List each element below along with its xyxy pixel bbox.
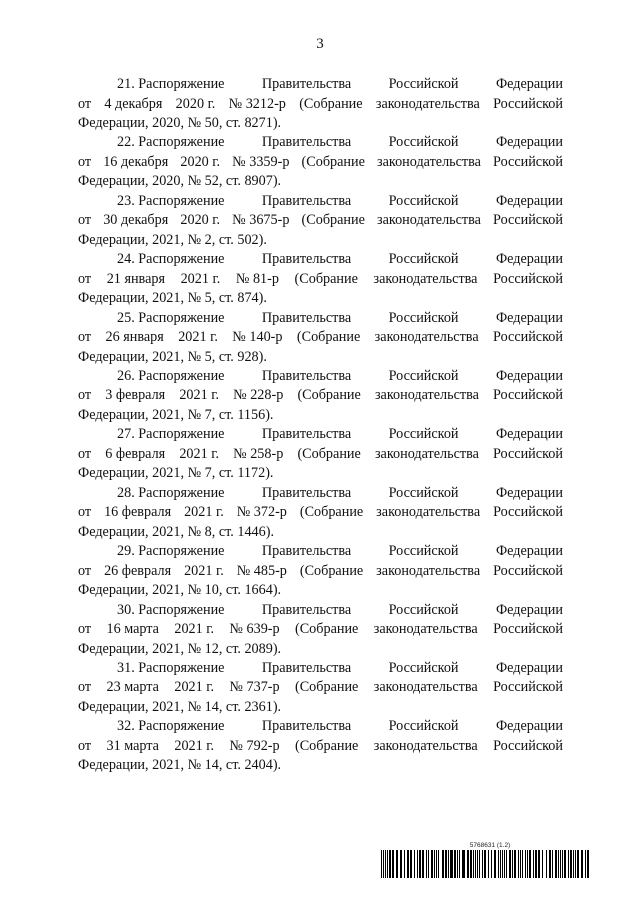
item-word: (Собрание	[299, 504, 364, 521]
item-line-2	[78, 737, 563, 757]
item-number-label: 31. Распоряжение	[117, 659, 225, 676]
item-decree-number: № 258-р	[233, 445, 284, 462]
item-line-3: Федерации, 2020, № 52, ст. 8907).	[78, 173, 282, 190]
item-word: Российской	[493, 329, 563, 346]
list-item	[78, 367, 563, 425]
item-word: Российской	[493, 153, 563, 170]
item-word: законодательства	[373, 621, 478, 638]
item-word: Российской	[493, 562, 563, 579]
item-word: Российской	[388, 309, 459, 326]
item-word: Российской	[388, 426, 459, 443]
item-word: Правительства	[261, 76, 352, 92]
item-decree-number: № 792-р	[229, 737, 280, 754]
item-word: Российской	[388, 76, 459, 92]
item-word: Российской	[388, 367, 459, 384]
item-word: Правительства	[261, 659, 352, 676]
item-word: Федерации	[495, 76, 563, 92]
item-number-label: 28. Распоряжение	[117, 484, 225, 501]
item-decree-number: № 140-р	[232, 329, 283, 346]
item-line-3: Федерации, 2021, № 7, ст. 1156).	[78, 406, 274, 423]
item-word: Правительства	[261, 426, 352, 443]
item-date: 21 января	[106, 270, 165, 287]
item-year: 2021 г.	[184, 504, 224, 521]
item-word: законодательства	[377, 212, 481, 229]
item-word: от	[78, 737, 92, 754]
item-word: законодательства	[374, 329, 479, 346]
item-decree-number: № 372-р	[236, 504, 287, 521]
item-line-2	[78, 211, 563, 231]
item-word: Правительства	[261, 601, 352, 618]
item-decree-number: № 737-р	[229, 679, 280, 696]
item-number-label: 24. Распоряжение	[117, 251, 225, 268]
item-word: Правительства	[261, 718, 352, 735]
decree-list	[78, 75, 563, 776]
item-line-2	[78, 445, 563, 465]
item-word: от	[78, 621, 92, 638]
item-word: Федерации	[495, 659, 563, 676]
item-line-3: Федерации, 2020, № 50, ст. 8271).	[78, 115, 282, 131]
item-word: законодательства	[376, 504, 481, 521]
item-word: Правительства	[261, 309, 352, 326]
item-line-3: Федерации, 2021, № 5, ст. 928).	[78, 348, 267, 365]
item-word: Федерации	[495, 718, 563, 735]
item-word: Российской	[388, 718, 459, 735]
item-line-3: Федерации, 2021, № 5, ст. 874).	[78, 290, 267, 307]
item-word: от	[78, 95, 92, 112]
item-line-1	[78, 425, 563, 445]
item-word: (Собрание	[299, 562, 364, 579]
item-word: Российской	[388, 134, 459, 151]
item-word: Правительства	[261, 192, 352, 209]
item-decree-number: № 3675-р	[232, 212, 290, 229]
item-line-2	[78, 328, 563, 348]
item-line-3: Федерации, 2021, № 14, ст. 2361).	[78, 698, 282, 715]
list-item	[78, 192, 563, 250]
item-word: (Собрание	[296, 329, 361, 346]
item-line-2	[78, 95, 563, 115]
item-word: Российской	[388, 659, 459, 676]
item-word: Российской	[388, 601, 459, 618]
item-line-3: Федерации, 2021, № 14, ст. 2404).	[78, 757, 282, 774]
list-item	[78, 717, 563, 775]
item-word: от	[78, 212, 92, 229]
item-line-3: Федерации, 2021, № 2, ст. 502).	[78, 231, 267, 248]
item-line-1	[78, 717, 563, 737]
item-year: 2021 г.	[179, 387, 219, 404]
item-word: Федерации	[495, 601, 563, 618]
item-year: 2021 г.	[184, 562, 224, 579]
item-number-label: 29. Распоряжение	[117, 543, 225, 560]
item-number-label: 30. Распоряжение	[117, 601, 225, 618]
item-word: Российской	[388, 192, 459, 209]
item-word: (Собрание	[294, 621, 359, 638]
item-word: (Собрание	[297, 387, 361, 404]
item-date: 31 марта	[106, 737, 159, 754]
item-number-label: 23. Распоряжение	[117, 192, 225, 209]
item-word: Федерации	[495, 309, 563, 326]
item-year: 2021 г.	[179, 445, 219, 462]
item-word: Федерации	[495, 426, 563, 443]
item-year: 2021 г.	[174, 621, 215, 638]
item-decree-number: № 485-р	[236, 562, 287, 579]
list-item	[78, 425, 563, 483]
item-word: Российской	[493, 679, 563, 696]
item-date: 3 февраля	[105, 387, 166, 404]
item-word: Правительства	[261, 134, 352, 151]
item-word: Федерации	[495, 251, 563, 268]
item-word: Российской	[388, 543, 459, 560]
item-word: Правительства	[261, 543, 352, 560]
item-decree-number: № 3212-р	[228, 95, 286, 112]
item-line-1	[78, 250, 563, 270]
list-item	[78, 601, 563, 659]
item-word: Правительства	[261, 367, 352, 384]
item-line-1	[78, 192, 563, 212]
item-word: Российской	[493, 270, 563, 287]
list-item	[78, 542, 563, 600]
item-word: от	[78, 562, 92, 579]
item-word: Российской	[493, 504, 563, 521]
list-item	[78, 484, 563, 542]
item-word: Российской	[493, 445, 563, 462]
item-word: Федерации	[495, 543, 563, 560]
item-word: законодательства	[373, 737, 478, 754]
item-line-1	[78, 367, 563, 387]
item-word: законодательства	[373, 679, 478, 696]
item-line-1	[78, 659, 563, 679]
item-date: 4 декабря	[104, 95, 163, 112]
item-line-1	[78, 601, 563, 621]
item-line-2	[78, 270, 563, 290]
item-decree-number: № 3359-р	[232, 153, 290, 170]
item-word: (Собрание	[297, 445, 361, 462]
item-date: 23 марта	[106, 679, 159, 696]
list-item	[78, 309, 563, 367]
item-word: (Собрание	[294, 270, 358, 287]
item-line-1	[78, 75, 563, 95]
item-word: Правительства	[261, 251, 352, 268]
item-line-3: Федерации, 2021, № 8, ст. 1446).	[78, 523, 275, 540]
item-date: 26 февраля	[104, 562, 172, 579]
item-date: 16 марта	[106, 621, 159, 638]
item-line-2	[78, 562, 563, 582]
item-date: 16 декабря	[103, 153, 169, 170]
item-date: 16 февраля	[104, 504, 172, 521]
item-word: Российской	[493, 212, 563, 229]
item-year: 2020 г.	[175, 95, 216, 112]
item-word: от	[78, 679, 92, 696]
list-item	[78, 133, 563, 191]
item-word: Российской	[388, 484, 459, 501]
item-line-2	[78, 678, 563, 698]
item-line-3: Федерации, 2021, № 10, ст. 1664).	[78, 582, 282, 599]
item-word: законодательства	[376, 562, 481, 579]
item-word: от	[78, 387, 92, 404]
item-word: Российской	[388, 251, 459, 268]
item-number-label: 26. Распоряжение	[117, 367, 225, 384]
item-year: 2021 г.	[178, 329, 218, 346]
item-line-2	[78, 153, 563, 173]
item-line-3: Федерации, 2021, № 7, ст. 1172).	[78, 465, 274, 482]
list-item	[78, 250, 563, 308]
item-word: от	[78, 504, 92, 521]
item-decree-number: № 81-р	[235, 270, 279, 287]
item-word: законодательства	[375, 95, 480, 112]
item-word: законодательства	[373, 270, 478, 287]
item-word: от	[78, 445, 92, 462]
item-line-1	[78, 542, 563, 562]
item-number-label: 25. Распоряжение	[117, 309, 225, 326]
item-word: Российской	[493, 95, 563, 112]
item-word: Федерации	[495, 367, 563, 384]
item-word: от	[78, 329, 92, 346]
item-number-label: 22. Распоряжение	[117, 134, 225, 151]
item-decree-number: № 228-р	[233, 387, 284, 404]
item-year: 2020 г.	[180, 153, 221, 170]
item-year: 2021 г.	[180, 270, 221, 287]
item-word: законодательства	[374, 445, 479, 462]
item-date: 26 января	[105, 329, 164, 346]
item-decree-number: № 639-р	[229, 621, 280, 638]
barcode-caption: 5768631 (1.2)	[469, 842, 511, 849]
item-line-2	[78, 620, 563, 640]
item-word: от	[78, 153, 92, 170]
list-item	[78, 75, 563, 133]
item-line-1	[78, 309, 563, 329]
barcode-icon	[381, 850, 589, 878]
item-word: от	[78, 270, 92, 287]
item-year: 2021 г.	[174, 679, 215, 696]
item-word: Российской	[493, 621, 563, 638]
item-word: Российской	[493, 737, 563, 754]
item-word: (Собрание	[294, 737, 359, 754]
page-number: 3	[316, 36, 324, 52]
item-line-1	[78, 484, 563, 504]
item-word: (Собрание	[294, 679, 359, 696]
item-date: 30 декабря	[103, 212, 169, 229]
barcode-block	[381, 841, 589, 878]
item-word: Федерации	[495, 192, 563, 209]
item-number-label: 32. Распоряжение	[117, 718, 225, 735]
item-word: Правительства	[261, 484, 352, 501]
item-word: Федерации	[495, 484, 563, 501]
item-line-2	[78, 503, 563, 523]
item-line-1	[78, 133, 563, 153]
item-year: 2021 г.	[174, 737, 215, 754]
item-word: Российской	[493, 387, 563, 404]
item-word: (Собрание	[299, 95, 363, 112]
item-word: Федерации	[495, 134, 563, 151]
item-number-label: 27. Распоряжение	[117, 426, 225, 443]
item-year: 2020 г.	[180, 212, 221, 229]
item-word: законодательства	[377, 153, 481, 170]
item-date: 6 февраля	[105, 445, 166, 462]
item-line-3: Федерации, 2021, № 12, ст. 2089).	[78, 640, 282, 657]
item-number-label: 21. Распоряжение	[117, 76, 225, 92]
item-word: (Собрание	[301, 212, 365, 229]
item-line-2	[78, 386, 563, 406]
item-word: законодательства	[374, 387, 479, 404]
list-item	[78, 659, 563, 717]
item-word: (Собрание	[301, 153, 365, 170]
